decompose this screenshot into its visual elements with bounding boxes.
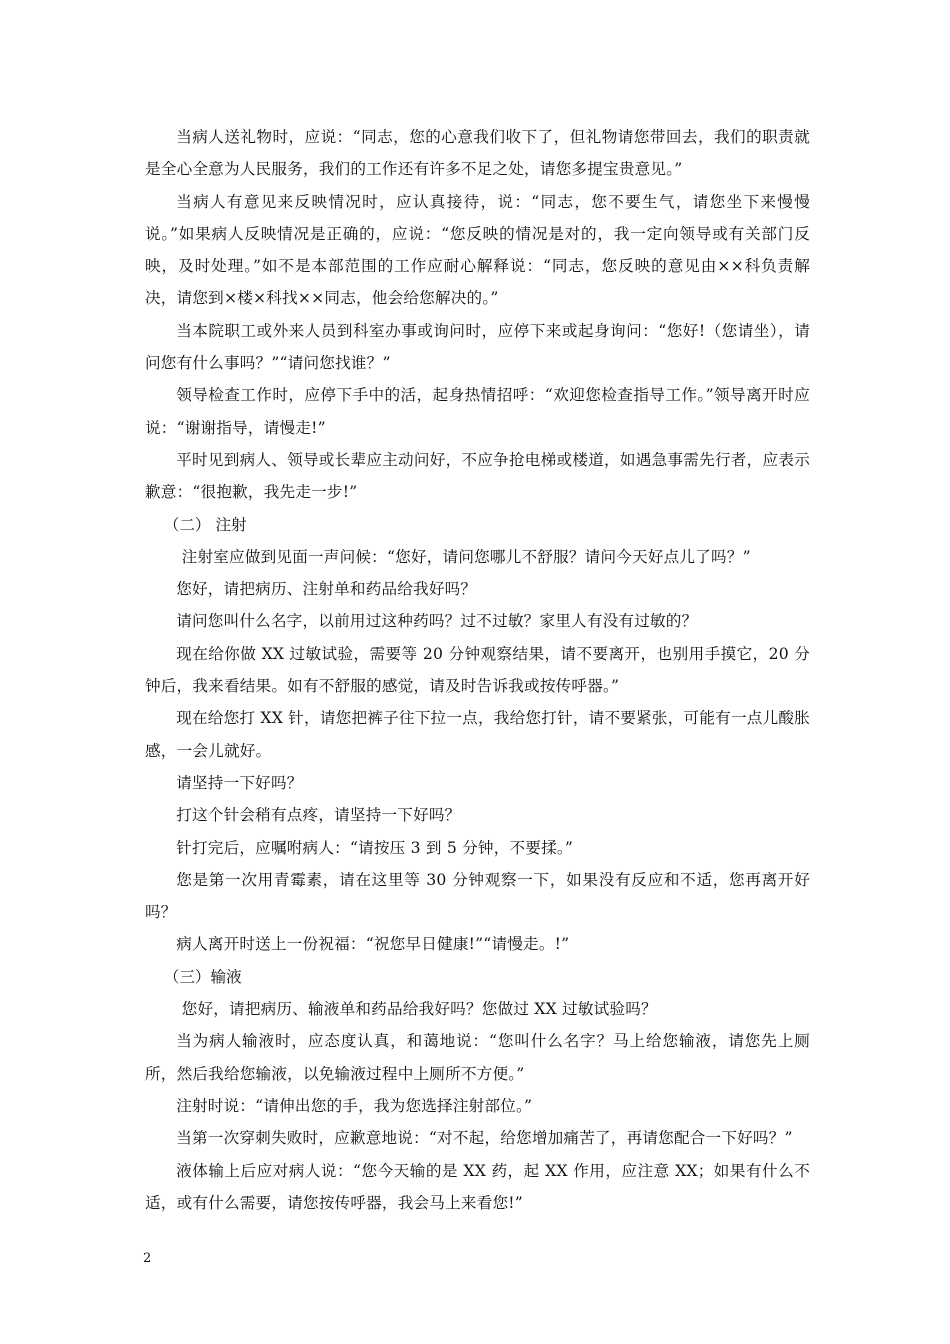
paragraph-after-infusion: 液体输上后应对病人说：“您今天输的是 XX 药，起 XX 作用，应注意 XX；如果有什么不适，或有什么需要，请您按传呼器，我会马上来看您!”: [145, 1161, 810, 1212]
paragraph-complaint-response: 当病人有意见来反映情况时，应认真接待，说：“同志，您不要生气，请您坐下来慢慢说。”如果病人反映情况是正确的，应说：“您反映的情况是对的，我一定向领导或有关部门反映，及时处理。”如不是本部范围的工作应耐心解释说：“同志，您反映的意见由××科负责解决，请您到×楼×科找××同志，他会给您解决的。”: [145, 192, 810, 308]
paragraph-leader-inspection: 领导检查工作时，应停下手中的活，起身热情招呼：“欢迎您检查指导工作。”领导离开时应说：“谢谢指导，请慢走!”: [145, 386, 810, 437]
section-heading-infusion: （三）输液: [163, 967, 242, 986]
paragraph-penicillin-observation: 您是第一次用青霉素，请在这里等 30 分钟观察一下，如果没有反应和不适，您再离开好吗？: [145, 870, 810, 922]
paragraph-puncture-failure: 当第一次穿刺失败时，应歉意地说：“对不起，给您增加痛苦了，再请您配合一下好吗？”: [176, 1129, 793, 1148]
paragraph-injection-site: 注射时说：“请伸出您的手，我为您选择注射部位。”: [176, 1096, 533, 1115]
paragraph-after-injection: 针打完后，应嘱咐病人：“请按压 3 到 5 分钟，不要揉。”: [176, 838, 574, 857]
paragraph-allergy-test: 现在给你做 XX 过敏试验，需要等 20 分钟观察结果，请不要离开，也别用手摸它，20 分钟后，我来看结果。如有不舒服的感觉，请及时告诉我或按传呼器。”: [145, 644, 810, 696]
paragraph-injection-documents: 您好，请把病历、注射单和药品给我好吗？: [176, 580, 477, 599]
paragraph-injection-allergy-question: 请问您叫什么名字，以前用过这种药吗？过不过敏？家里人有没有过敏的？: [176, 612, 698, 631]
paragraph-hold-on: 请坚持一下好吗？: [176, 773, 303, 792]
paragraph-farewell-blessing: 病人离开时送上一份祝福：“祝您早日健康!”“请慢走。!”: [176, 935, 570, 954]
page-number: 2: [143, 1251, 152, 1266]
paragraph-infusion-documents: 您好，请把病历、输液单和药品给我好吗？您做过 XX 过敏试验吗？: [181, 1000, 657, 1019]
paragraph-staff-inquiry: 当本院职工或外来人员到科室办事或询问时，应停下来或起身询问：“您好!（您请坐），请问您有什么事吗？”“请问您找谁？”: [145, 321, 810, 373]
paragraph-slight-pain: 打这个针会稍有点疼，请坚持一下好吗？: [176, 806, 461, 825]
document-body: [145, 121, 810, 1219]
paragraph-infusion-start: 当为病人输液时，应态度认真，和蔼地说：“您叫什么名字？马上给您输液，请您先上厕所，然后我给您输液，以免输液过程中上厕所不方便。”: [145, 1032, 810, 1083]
paragraph-injection-greeting: 注射室应做到见面一声问候：“您好，请问您哪儿不舒服？请问今天好点儿了吗？”: [181, 547, 751, 566]
paragraph-gift-response: 当病人送礼物时，应说：“同志，您的心意我们收下了，但礼物请您带回去，我们的职责就是全心全意为人民服务，我们的工作还有许多不足之处，请您多提宝贵意见。”: [145, 128, 810, 179]
paragraph-injection-procedure: 现在给您打 XX 针，请您把裤子往下拉一点，我给您打针，请不要紧张，可能有一点儿酸胀感，一会儿就好。: [145, 709, 810, 760]
section-heading-injection: （二） 注射: [163, 515, 247, 534]
paragraph-daily-greeting: 平时见到病人、领导或长辈应主动问好，不应争抢电梯或楼道，如遇急事需先行者，应表示歉意：“很抱歉，我先走一步!”: [145, 450, 810, 502]
